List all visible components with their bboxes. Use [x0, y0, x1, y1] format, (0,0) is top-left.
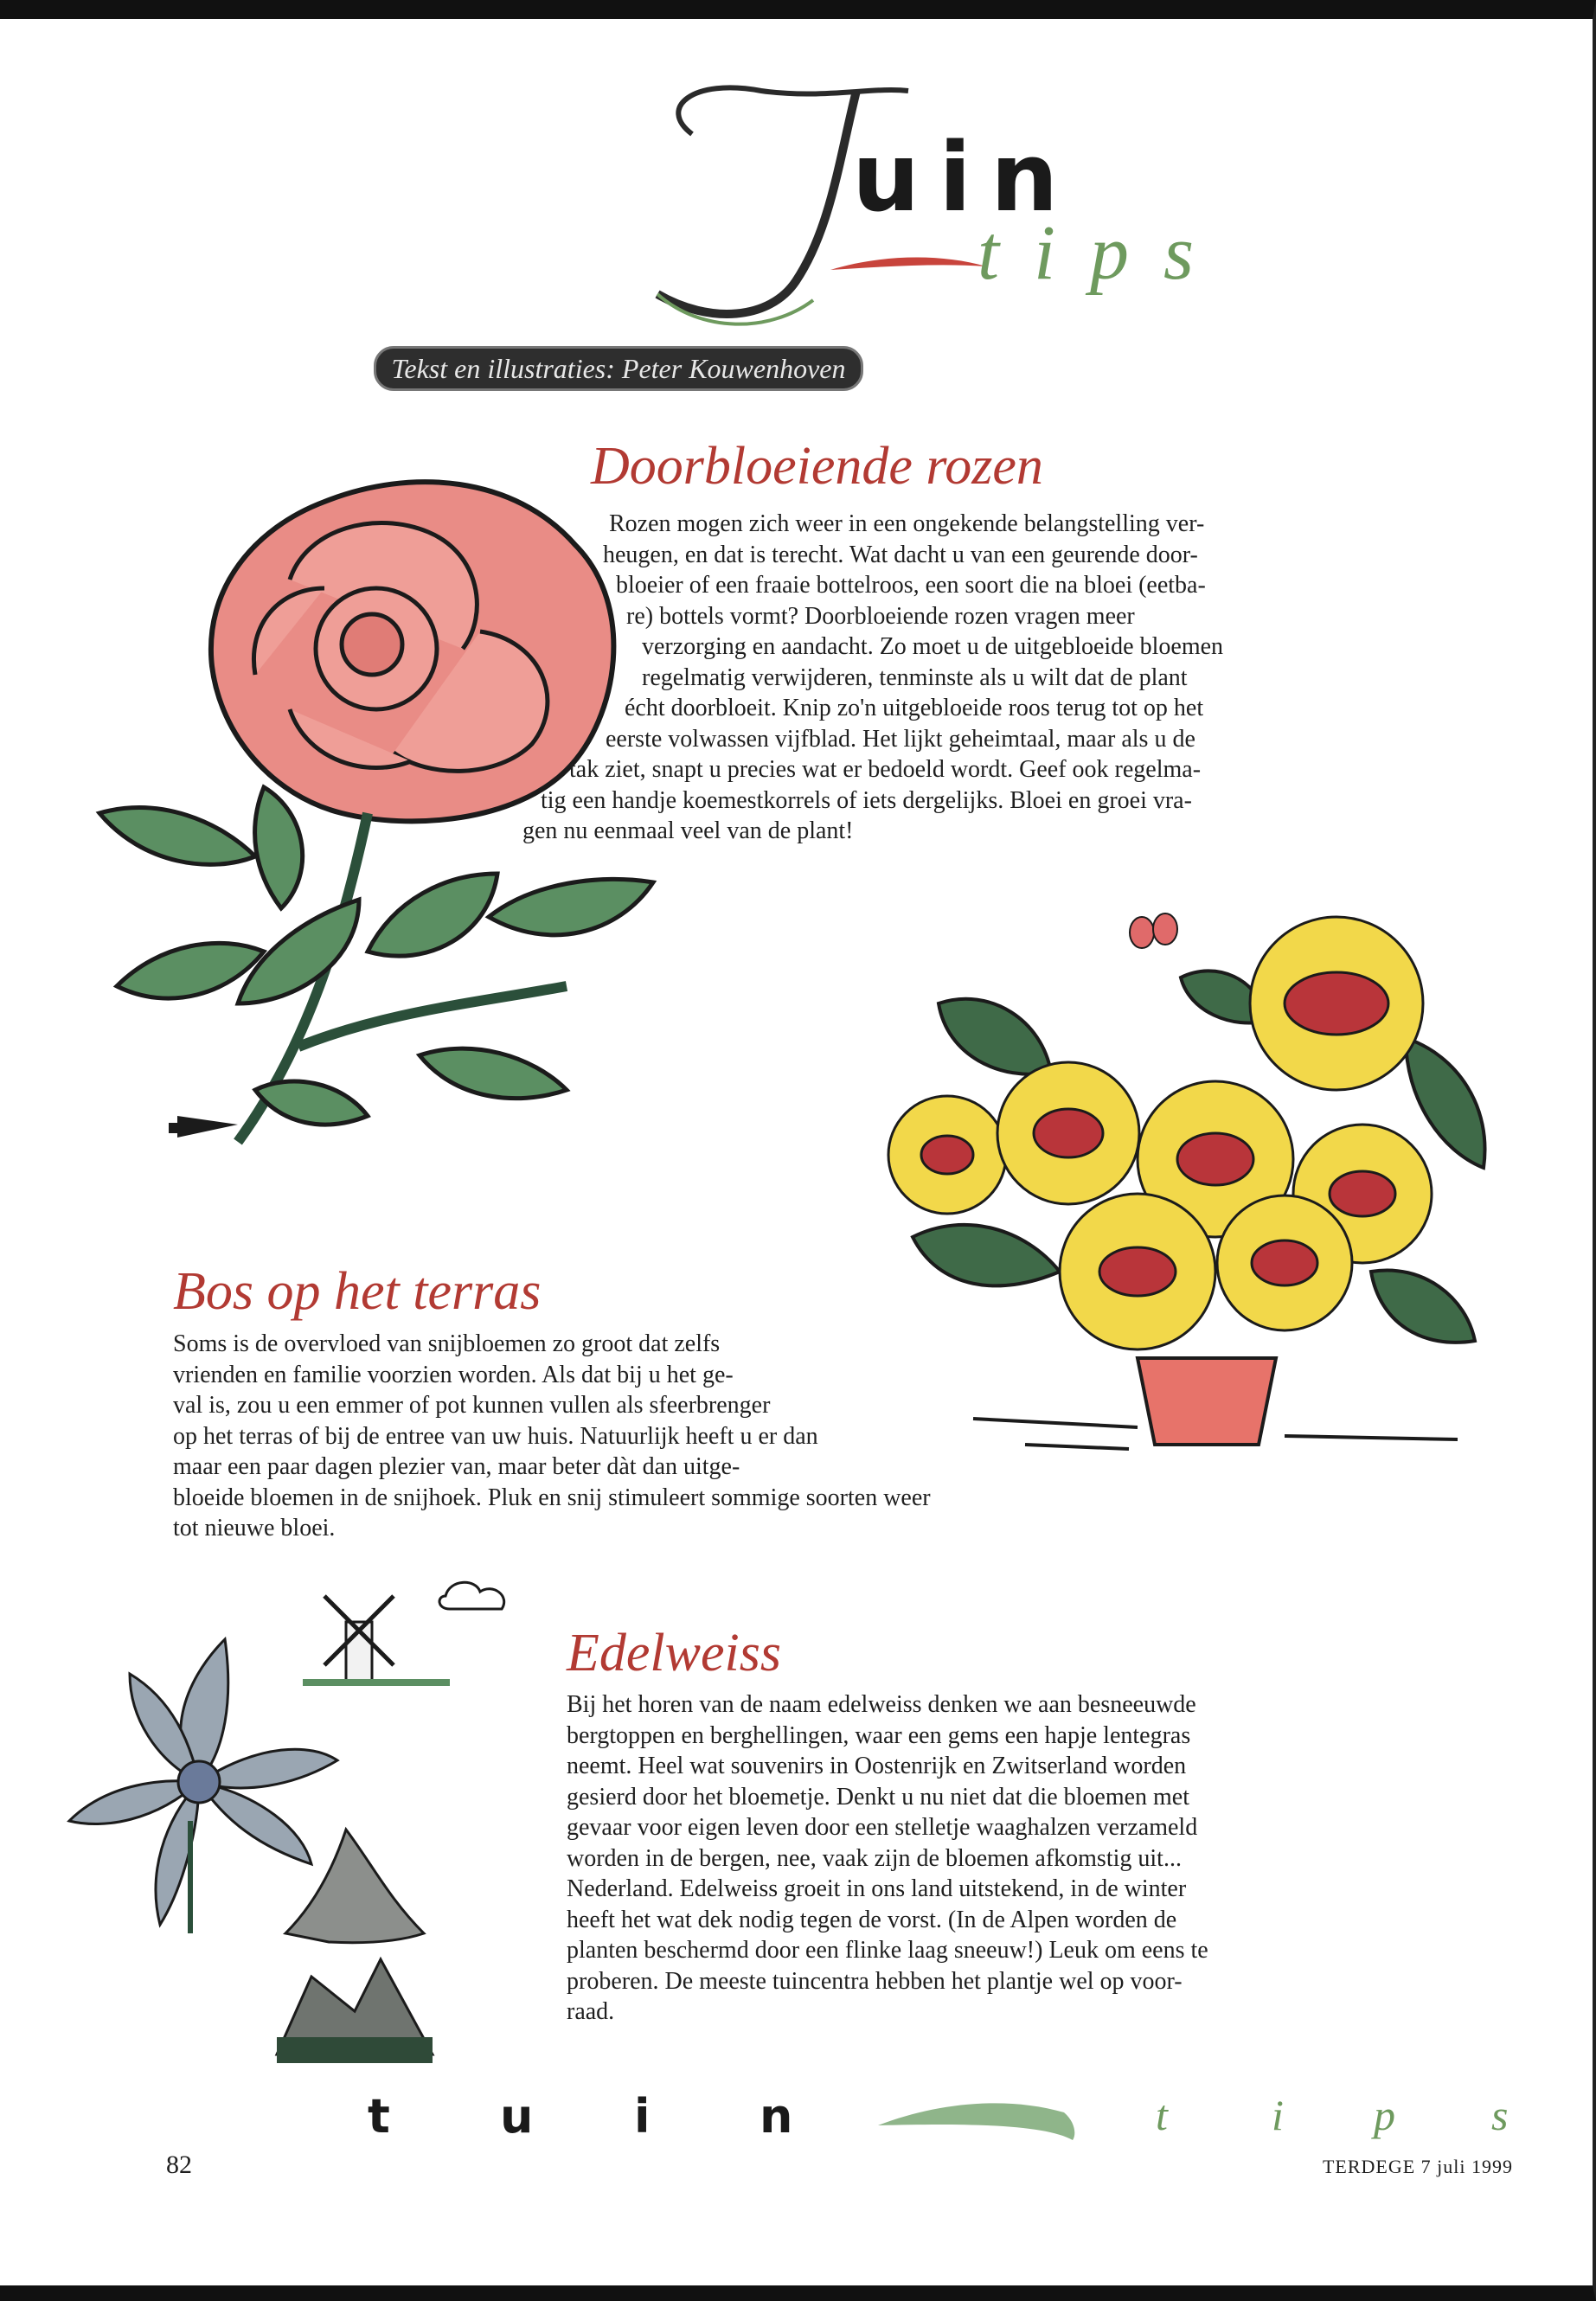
edelweiss-line: Nederland. Edelweiss groeit in ons land uitstekend, in de winter [567, 1875, 1187, 1902]
footer-tips-letter: p [1374, 2091, 1395, 2139]
roses-line: re) bottels vormt? Doorbloeiende rozen vragen meer [626, 602, 1135, 630]
footer-letter: u [500, 2089, 534, 2144]
byline-badge: Tekst en illustraties: Peter Kouwenhoven [374, 346, 863, 391]
bouquet-line: Soms is de overvloed van snijbloemen zo groot dat zelfs [173, 1330, 721, 1357]
edelweiss-line: Bij het horen van de naam edelweiss denken we aan besneeuwde [567, 1691, 1196, 1718]
bouquet-line: vrienden en familie voorzien worden. Als dat bij u het ge- [173, 1361, 734, 1388]
roses-line: tak ziet, snapt u precies wat er bedoeld wordt. Geef ook regelma- [569, 756, 1202, 783]
logo-tips: tips [977, 210, 1229, 296]
roses-line: eerste volwassen vijfblad. Het lijkt geheimtaal, maar als u de [606, 725, 1195, 753]
roses-line: regelmatig verwijderen, tenminste als u wilt dat de plant [642, 663, 1188, 691]
magazine-issue: TERDEGE 7 juli 1999 [1322, 2156, 1513, 2177]
roses-title: Doorbloeiende rozen [591, 437, 1043, 496]
page-number: 82 [166, 2150, 192, 2179]
edelweiss-line: worden in de bergen, nee, vaak zijn de bloemen afkomstig uit... [567, 1844, 1182, 1872]
logo-word: uin [852, 122, 1078, 233]
roses-line: bloeier of een fraaie bottelroos, een soort die na bloei (eetba- [616, 572, 1206, 599]
bouquet-body [173, 1329, 1073, 1544]
footer-tips-letter: t [1156, 2091, 1168, 2139]
footer-leaf-stroke [874, 2086, 1081, 2147]
footer-letter: i [634, 2089, 651, 2144]
bouquet-line: op het terras of bij de entree van uw huis. Natuurlijk heeft u er dan [173, 1422, 818, 1450]
footer-tips-letter: i [1272, 2091, 1284, 2139]
footer-letter: n [760, 2089, 793, 2144]
logo-brush-stroke [826, 251, 990, 277]
roses-line: verzorging en aandacht. Zo moet u de uitgebloeide bloemen [642, 633, 1224, 660]
edelweiss-line: raad. [567, 1998, 615, 2025]
edelweiss-line: neemt. Heel wat souvenirs in Oostenrijk en Zwitserland worden [567, 1753, 1187, 1779]
roses-line: Rozen mogen zich weer in een ongekende belangstelling ver- [609, 510, 1205, 537]
footer-letter: t [368, 2089, 390, 2144]
bouquet-line: val is, zou u een emmer of pot kunnen vullen als sfeerbrenger [173, 1392, 771, 1419]
edelweiss-line: planten beschermd door een flinke laag sneeuw!) Leuk om eens te [567, 1937, 1208, 1964]
bouquet-title: Bos op het terras [173, 1262, 542, 1321]
roses-line: gen nu eenmaal veel van de plant! [522, 817, 854, 844]
edelweiss-line: bergtoppen en berghellingen, waar een gems een hapje lentegras [567, 1721, 1191, 1749]
bouquet-line: maar een paar dagen plezier van, maar beter dàt dan uitge- [173, 1453, 740, 1480]
roses-line: tig een handje koemestkorrels of iets dergelijks. Bloei en groei vra- [541, 786, 1192, 814]
roses-line: écht doorbloeit. Knip zo'n uitgebloeide roos terug tot op het [625, 695, 1204, 721]
edelweiss-line: proberen. De meeste tuincentra hebben het plantje wel op voor- [567, 1967, 1183, 1995]
edelweiss-illustration [61, 1570, 545, 2106]
edelweiss-line: heeft het wat dek nodig tegen de vorst. (In de Alpen worden de [567, 1906, 1177, 1933]
roses-body [0, 509, 1298, 847]
edelweiss-line: gevaar voor eigen leven door een stelletje waaghalzen verzameld [567, 1814, 1198, 1841]
edelweiss-body [567, 1689, 1311, 2028]
edelweiss-title: Edelweiss [567, 1624, 781, 1682]
bouquet-line: tot nieuwe bloei. [173, 1515, 336, 1541]
footer-tips-letter: s [1491, 2091, 1509, 2139]
bouquet-line: bloeide bloemen in de snijhoek. Pluk en snij stimuleert sommige soorten weer [173, 1484, 931, 1511]
edelweiss-line: gesierd door het bloemetje. Denkt u nu niet dat die bloemen met [567, 1783, 1190, 1811]
roses-line: heugen, en dat is terecht. Wat dacht u van een geurende door- [603, 541, 1198, 568]
